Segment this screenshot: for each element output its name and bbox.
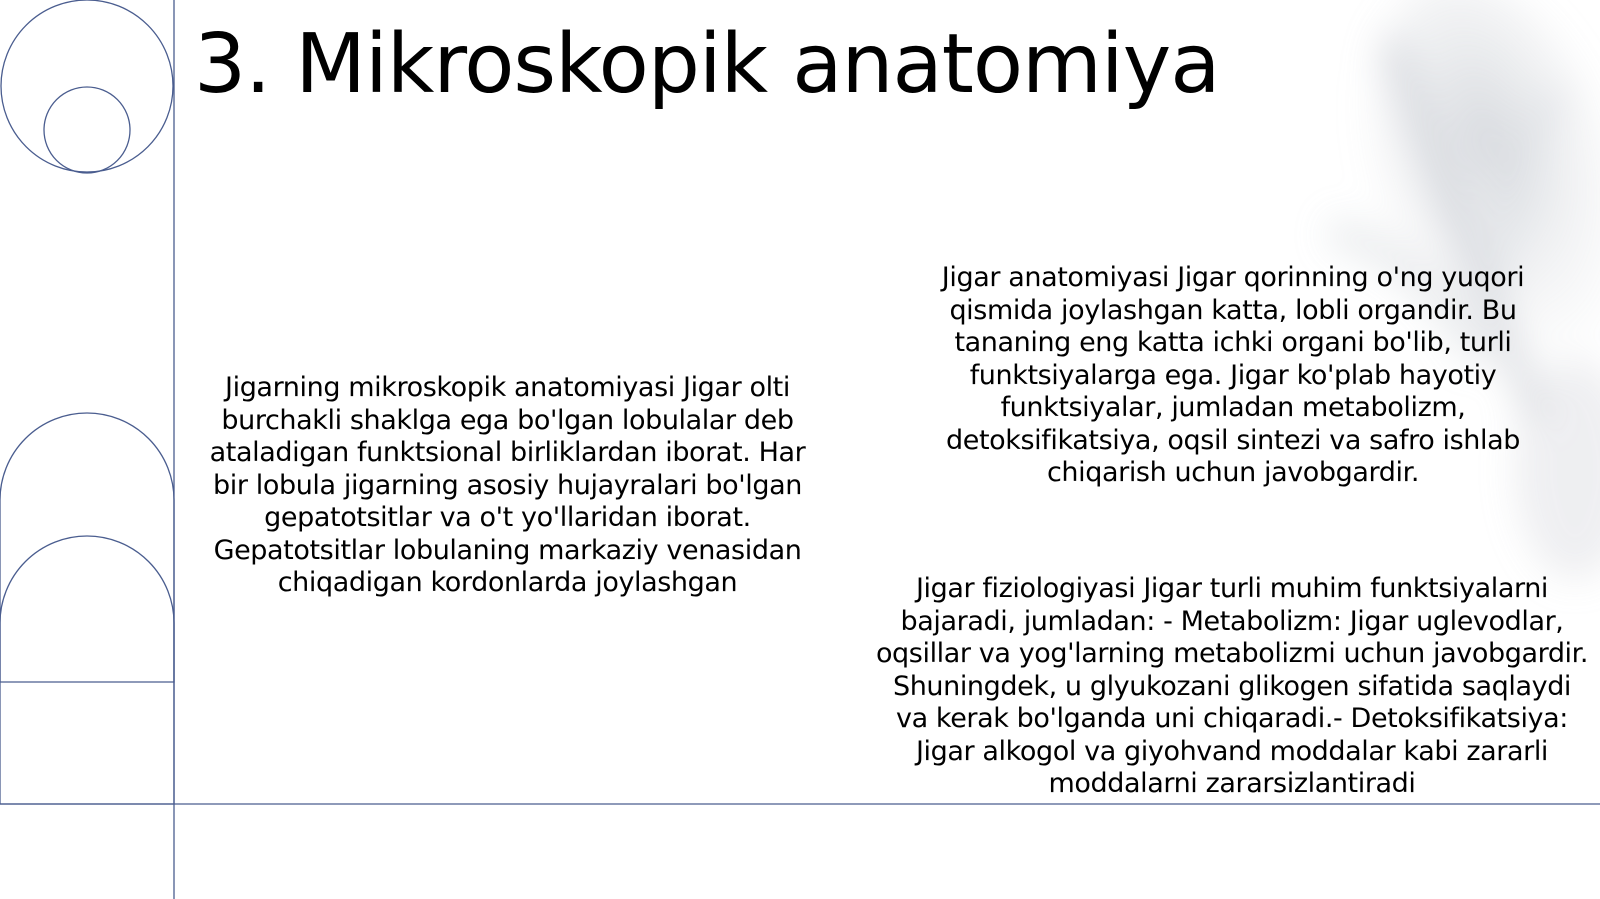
small-outline-circle (44, 87, 130, 173)
lower-arch-outline (0, 536, 174, 804)
page-title: 3. Mikroskopik anatomiya (194, 17, 1220, 112)
right-top-paragraph: Jigar anatomiyasi Jigar qorinning o'ng yuqori qismida joylashgan katta, lobli organdir. Bu tananing eng katta ichki organi bo'lib, turli funktsiyalarga ega. Jigar ko'plab hayotiy funktsiyalar, jumladan metabolizm, detoksifikatsiya, oqsil sintezi va safro ishlab chiqarish uchun javobgardir. (941, 262, 1525, 488)
upper-arch-outline (0, 413, 174, 682)
left-paragraph: Jigarning mikroskopik anatomiyasi Jigar olti burchakli shaklga ega bo'lgan lobulalar deb ataladigan funktsional birliklardan iborat. Har bir lobula jigarning asosiy hujayralari bo'lgan gepatotsitlar va o't yo'llaridan iborat. Gepatotsitlar lobulaning markaziy venasidan chiqadigan kordonlarda joylashgan (209, 372, 806, 598)
large-outline-circle (1, 0, 173, 172)
right-bottom-paragraph: Jigar fiziologiyasi Jigar turli muhim funktsiyalarni bajaradi, jumladan: - Metabolizm: Jigar uglevodlar, oqsillar va yog'larning metabolizmi uchun javobgardir. Shuningdek, u glyukozani glikogen sifatida saqlaydi va kerak bo'lganda uni chiqaradi.- Detoksifikatsiya: Jigar alkogol va giyohvand moddalar kabi zararli moddalarni zararsizlantiradi (875, 573, 1589, 799)
